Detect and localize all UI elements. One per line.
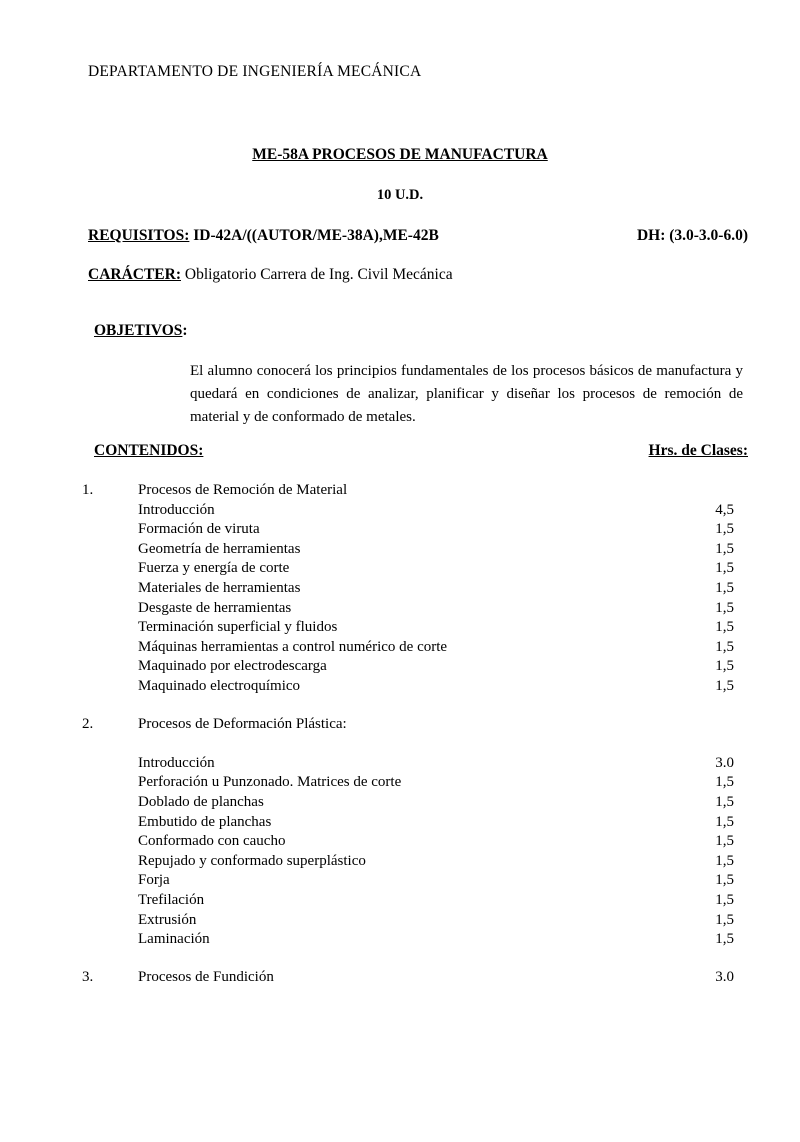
content-item-text: Extrusión (138, 911, 197, 928)
content-item-text: Embutido de planchas (138, 813, 272, 830)
section-number: 3. (82, 968, 94, 985)
content-item-hours: 4,5 (715, 501, 734, 518)
course-title (0, 146, 800, 164)
section-title: Procesos de Deformación Plástica: (138, 715, 347, 732)
content-item-row (138, 872, 742, 892)
content-item-text: Maquinado por electrodescarga (138, 658, 327, 675)
contenidos-header-row (94, 442, 748, 460)
content-item-hours: 1,5 (715, 619, 734, 636)
content-item-hours: 1,5 (715, 774, 734, 791)
content-item-row (138, 912, 742, 932)
caracter-value: Obligatorio Carrera de Ing. Civil Mecánica (184, 266, 453, 283)
section-title-hours: 3.0 (715, 968, 734, 985)
content-item-text: Maquinado electroquímico (138, 677, 301, 694)
department-heading: DEPARTAMENTO DE INGENIERÍA MECÁNICA (88, 63, 422, 80)
content-item-row (138, 521, 742, 541)
content-item-row (138, 774, 742, 794)
content-item-text: Laminación (138, 931, 210, 948)
caracter-label: CARÁCTER: (88, 266, 181, 283)
content-item-text: Forja (138, 872, 170, 889)
content-item-text: Geometría de herramientas (138, 540, 301, 557)
section-number: 2. (82, 715, 94, 732)
content-item-text: Trefilación (138, 891, 205, 908)
course-units: 10 U.D. (376, 187, 424, 203)
content-item-row (138, 502, 742, 522)
content-item-hours: 1,5 (715, 833, 734, 850)
content-item-row (138, 541, 742, 561)
content-item-text: Fuerza y energía de corte (138, 560, 290, 577)
section-title: Procesos de Fundición (138, 968, 274, 985)
hours-column-header: Hrs. de Clases: (648, 442, 748, 459)
section-items (138, 755, 742, 951)
content-item-text: Introducción (138, 501, 215, 518)
content-item-row (138, 580, 742, 600)
requisitos-row (88, 227, 748, 245)
dh-value: DH: (3.0-3.0-6.0) (636, 227, 748, 244)
content-item-text: Máquinas herramientas a control numérico de corte (138, 638, 448, 655)
content-item-hours: 1,5 (715, 521, 734, 538)
content-item-hours: 1,5 (715, 599, 734, 616)
content-item-hours: 1,5 (715, 911, 734, 928)
content-item-text: Introducción (138, 754, 215, 771)
objetivos-heading-colon: : (182, 322, 188, 339)
content-item-text: Repujado y conformado superplástico (138, 852, 366, 869)
content-item-text: Desgaste de herramientas (138, 599, 292, 616)
content-item-text: Terminación superficial y fluidos (138, 619, 338, 636)
content-item-hours: 3.0 (715, 754, 734, 771)
content-item-text: Formación de viruta (138, 521, 260, 538)
course-title-text: ME-58A PROCESOS DE MANUFACTURA (252, 146, 548, 163)
content-item-row (138, 794, 742, 814)
content-item-row (138, 892, 742, 912)
content-item-hours: 1,5 (715, 793, 734, 810)
objetivos-heading-text: OBJETIVOS (94, 322, 183, 339)
content-item-row (138, 814, 742, 834)
contenidos-label: CONTENIDOS: (94, 442, 204, 459)
content-item-hours: 1,5 (715, 931, 734, 948)
content-item-hours: 1,5 (715, 813, 734, 830)
content-item-hours: 1,5 (715, 540, 734, 557)
content-item-row (138, 853, 742, 873)
content-item-row (138, 639, 742, 659)
content-item-hours: 1,5 (715, 579, 734, 596)
requisitos-value: ID-42A/((AUTOR/ME-38A),ME-42B (193, 227, 439, 244)
content-item-hours: 1,5 (715, 560, 734, 577)
content-item-hours: 1,5 (715, 852, 734, 869)
objetivos-heading (94, 322, 188, 340)
section-number: 1. (82, 482, 94, 498)
content-item-row (138, 619, 742, 639)
content-item-row (138, 931, 742, 951)
content-item-text: Doblado de planchas (138, 793, 264, 810)
caracter-row (88, 266, 453, 284)
content-item-hours: 1,5 (715, 891, 734, 908)
content-item-hours: 1,5 (715, 677, 734, 694)
content-item-hours: 1,5 (715, 658, 734, 675)
requisitos-label: REQUISITOS: (88, 227, 190, 244)
content-item-text: Conformado con caucho (138, 833, 286, 850)
content-item-text: Materiales de herramientas (138, 579, 301, 596)
content-item-row (138, 678, 742, 698)
content-item-row (138, 658, 742, 678)
objetivos-paragraph: El alumno conocerá los principios fundamentales de los procesos básicos de manufactura y quedará en condiciones de analizar, planificar y diseñar los procesos de remoción de material y de conformado de metales. (190, 363, 743, 425)
content-item-row (138, 560, 742, 580)
content-item-text: Perforación u Punzonado. Matrices de corte (138, 774, 402, 791)
content-item-hours: 1,5 (715, 638, 734, 655)
content-item-hours: 1,5 (715, 872, 734, 889)
section-title: Procesos de Remoción de Material (138, 482, 348, 498)
content-item-row (138, 833, 742, 853)
content-item-row (138, 600, 742, 620)
content-item-row (138, 755, 742, 775)
section-items (138, 502, 742, 698)
